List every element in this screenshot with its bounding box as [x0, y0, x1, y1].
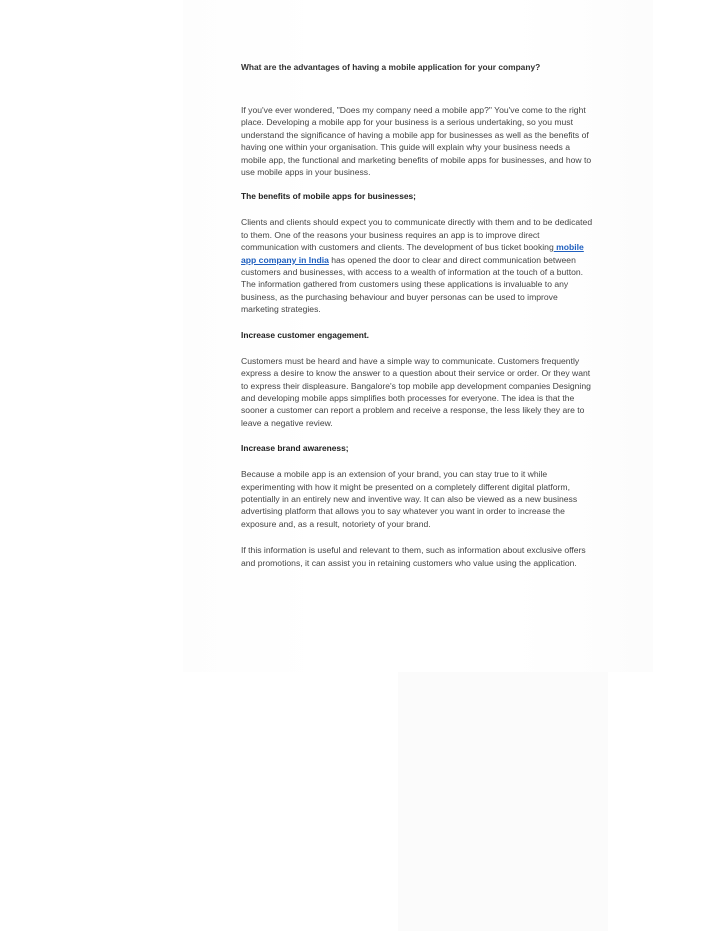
page-background-lower	[398, 672, 608, 931]
section-heading-brand-awareness: Increase brand awareness;	[241, 443, 349, 454]
document-title: What are the advantages of having a mobile application for your company?	[241, 62, 541, 72]
benefits-text-before-link: Clients and clients should expect you to communicate directly with them and to be dedicated to them. One of the reasons your business requires an app is to improve direct communication with customers and clients. The development of bus ticket booking	[241, 217, 593, 253]
closing-paragraph: If this information is useful and relevant to them, such as information about exclusive offers and promotions, it can assist you in retaining customers who value using the application.	[241, 545, 586, 568]
benefits-text-after-link: has opened the door to clear and direct communication between customers and businesses, with access to a wealth of information at the touch of a button. The information gathered from customers using these applications is invaluable to any business, as the purchasing behaviour and buyer personas can be used to improve marketing strategies.	[241, 254, 584, 315]
mobile-app-company-link[interactable]: mobile app company in India	[241, 242, 584, 265]
brand-awareness-paragraph: Because a mobile app is an extension of your brand, you can stay true to it while experimenting with how it might be presented on a completely different digital platform, potentially in an entirely new and inventive way. It can also be viewed as a new business advertising platform that allows you to say whatever you want in order to increase the exposure and, as a result, notoriety of your brand.	[241, 469, 578, 529]
section-heading-benefits: The benefits of mobile apps for businesses;	[241, 191, 416, 202]
intro-paragraph: If you've ever wondered, "Does my company need a mobile app?" You've come to the right place. Developing a mobile app for your business is a serious undertaking, so you must understand the significance of having a mobile app for businesses as well as the benefits of having one within your organisation. This guide will explain why your business needs a mobile app, the functional and marketing benefits of mobile apps for businesses, and how to use mobile apps in your business.	[241, 105, 592, 178]
section-heading-engagement: Increase customer engagement.	[241, 329, 370, 340]
engagement-paragraph: Customers must be heard and have a simple way to communicate. Customers frequently express a desire to know the answer to a question about their service or order. Or they want to express their displeasure. Bangalore's top mobile app development companies Designing and developing mobile apps simplifies both processes for everyone. The idea is that the sooner a customer can report a problem and receive a response, the less likely they are to leave a negative review.	[241, 355, 591, 428]
document-body	[241, 62, 597, 569]
benefits-paragraph	[241, 216, 597, 315]
